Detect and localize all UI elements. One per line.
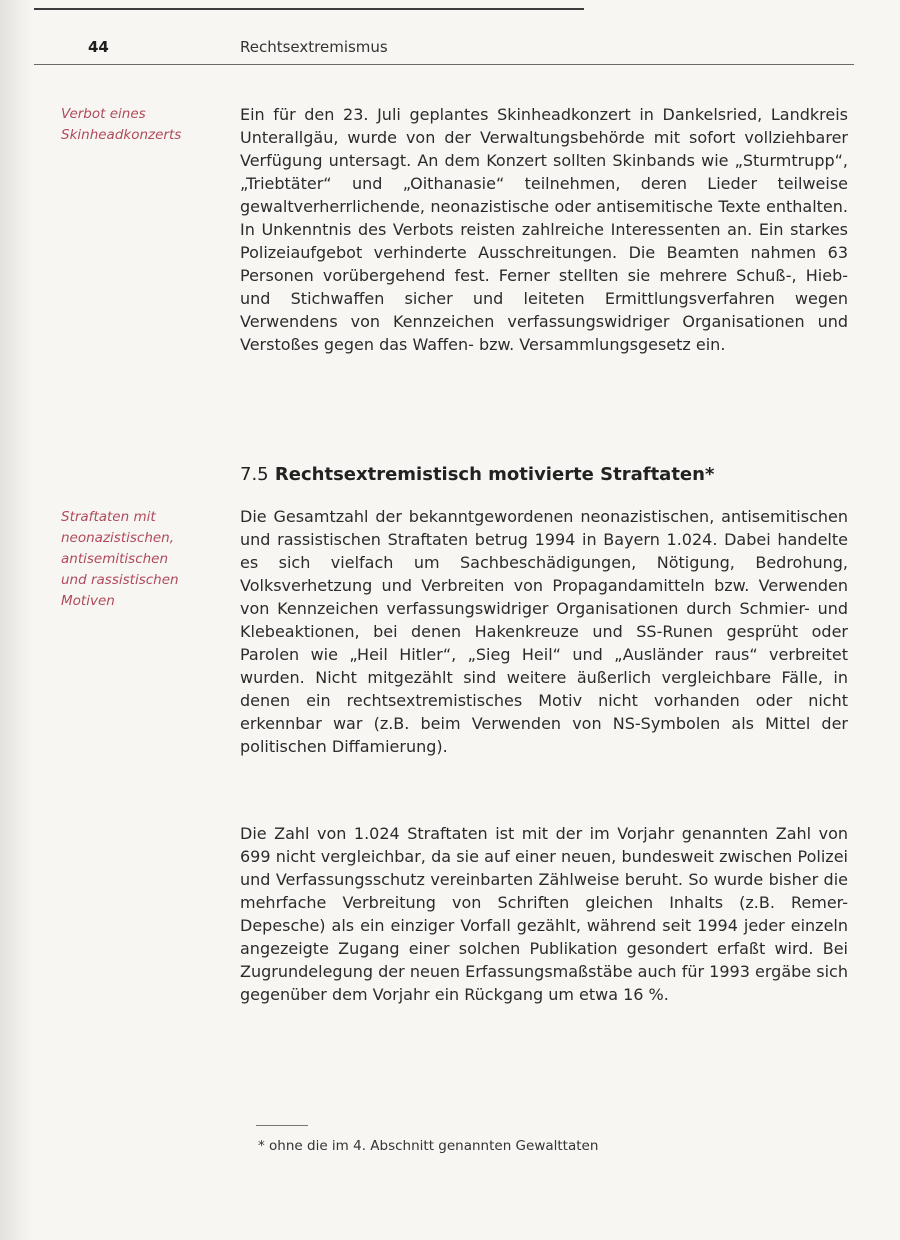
footnote-rule <box>256 1125 308 1126</box>
section-number: 7.5 <box>240 464 269 485</box>
margin-note-skinhead-concert: Verbot eines Skinheadkonzerts <box>61 106 182 143</box>
margin-note-offences: Straftaten mit neonazistischen, antisemitischen und rassistischen Motiven <box>61 509 179 609</box>
section-title: Rechtsextremistisch motivierte Straftaten* <box>274 464 715 485</box>
footnote: * ohne die im 4. Abschnitt genannten Gewalttaten <box>258 1138 599 1154</box>
top-rule <box>34 8 584 10</box>
paragraph-offences-comparison: Die Zahl von 1.024 Straftaten ist mit der im Vorjahr genannten Zahl von 699 nicht vergleichbar, da sie auf einer neuen, bundesweit zwischen Polizei und Verfassungsschutz vereinbarten Zählweise beruht. So wurde bisher die mehrfache Verbreitung von Schriften gleichen Inhalts (z.B. Remer-Depesche) als ein einziger Vorfall gezählt, während seit 1994 jeder einzeln angezeigte Zugang einer solchen Publikation gesondert erfaßt wird. Bei Zugrundelegung der neuen Erfassungsmaßstäbe auch für 1993 ergäbe sich gegenüber dem Vorjahr ein Rückgang um etwa 16 %. <box>240 824 848 1004</box>
paragraph-skinhead-concert: Ein für den 23. Juli geplantes Skinheadkonzert in Dankelsried, Landkreis Unterallgäu, wurde von der Verwaltungsbehörde mit sofort vollziehbarer Verfügung untersagt. An dem Konzert sollten Skinbands wie „Sturmtrupp“, „Triebtäter“ und „Oithanasie“ teilnehmen, deren Lieder teilweise gewaltverherrlichende, neonazistische oder antisemitische Texte enthalten. In Unkenntnis des Verbots reisten zahlreiche Interessenten an. Ein starkes Polizeiaufgebot verhinderte Ausschreitungen. Die Beamten nahmen 63 Personen vorübergehend fest. Ferner stellten sie mehrere Schuß-, Hieb- und Stichwaffen sicher und leiteten Ermittlungsverfahren wegen Verwendens von Kennzeichen verfassungswidriger Organisationen und Verstoßes gegen das Waffen- bzw. Versammlungsgesetz ein. <box>240 105 848 354</box>
running-head: Rechtsextremismus <box>240 38 388 56</box>
page-header <box>34 30 854 65</box>
page-binding-edge <box>0 0 34 1240</box>
page-number: 44 <box>88 38 109 56</box>
section-heading <box>240 464 714 485</box>
paragraph-offences-total: Die Gesamtzahl der bekanntgewordenen neonazistischen, antisemitischen und rassistischen Straftaten betrug 1994 in Bayern 1.024. Dabei handelte es sich vielfach um Sachbeschädigungen, Nötigung, Bedrohung, Volksverhetzung und Verbreiten von Propagandamitteln bzw. Verwenden von Kennzeichen verfassungswidriger Organisationen durch Schmier- und Klebeaktionen, bei denen Hakenkreuze und SS-Runen gesprüht oder Parolen wie „Heil Hitler“, „Sieg Heil“ und „Ausländer raus“ verbreitet wurden. Nicht mitgezählt sind weitere äußerlich vergleichbare Fälle, in denen ein rechtsextremistisches Motiv nicht vorhanden oder nicht erkennbar war (z.B. beim Verwenden von NS-Symbolen als Mittel der politischen Diffamierung). <box>240 507 848 756</box>
